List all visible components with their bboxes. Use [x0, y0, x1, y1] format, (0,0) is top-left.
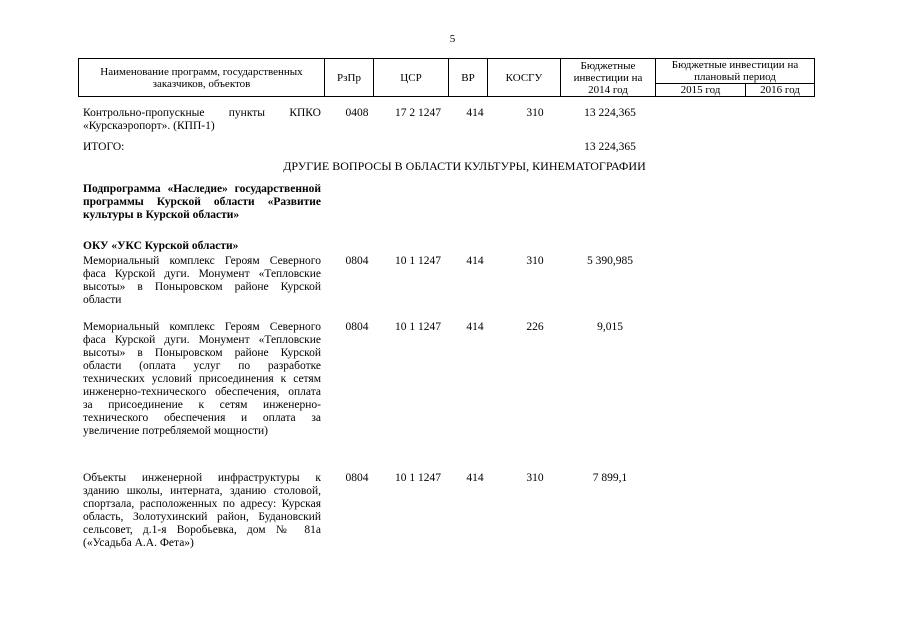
header-rzpr: РзПр — [325, 59, 374, 97]
header-year-2015: 2015 год — [656, 84, 746, 97]
row-vr: 414 — [466, 472, 484, 484]
page-number: 5 — [449, 33, 456, 45]
row-csr: 10 1 1247 — [395, 321, 441, 333]
row-name: Мемориальный комплекс Героям Северного фаса Курской дуги. Монумент «Тепловские высоты» в Поныровском районе Курской области (оплата услуг по разработке технических условий присоединения к сетям инженерно-технического обеспечения, оплата за присоединение к сетям инженерно-технического обеспечения и оплата за увеличение потребляемой мощности) — [83, 321, 321, 437]
header-budget-2014: Бюджетные инвестиции на 2014 год — [561, 59, 656, 97]
table-header — [78, 58, 815, 97]
row-vr: 414 — [466, 107, 484, 119]
subprogram-title: Подпрограмма «Наследие» государственной программы Курской области «Развитие культуры в Курской области» — [83, 183, 321, 221]
row-rzpr: 0408 — [345, 107, 369, 119]
total-label: ИТОГО: — [83, 141, 125, 153]
row-amount: 9,015 — [597, 321, 623, 333]
row-name: Контрольно-пропускные пункты КПКО «Курскаэропорт». (КПП-1) — [83, 107, 321, 132]
row-name: Мемориальный комплекс Героям Северного фаса Курской дуги. Монумент «Тепловские высоты» в Поныровском районе Курской области — [83, 255, 321, 306]
row-amount: 7 899,1 — [592, 472, 628, 484]
row-kosgu: 310 — [526, 472, 544, 484]
row-csr: 10 1 1247 — [395, 472, 441, 484]
customer-title: ОКУ «УКС Курской области» — [83, 240, 239, 252]
header-planned-period: Бюджетные инвестиции на плановый период — [656, 59, 815, 84]
row-kosgu: 310 — [526, 255, 544, 267]
total-amount: 13 224,365 — [584, 141, 636, 153]
header-vr: ВР — [449, 59, 488, 97]
row-vr: 414 — [466, 255, 484, 267]
header-csr: ЦСР — [374, 59, 449, 97]
row-kosgu: 226 — [526, 321, 544, 333]
row-rzpr: 0804 — [345, 255, 369, 267]
row-name: Объекты инженерной инфраструктуры к зданию школы, интерната, зданию столовой, спортзала, расположенных по адресу: Курская область, Золотухинский район, Будановский сельсовет, д.1-я Воробьевка, дом № 81а («Усадьба А.А. Фета») — [83, 472, 321, 549]
row-amount: 5 390,985 — [587, 255, 633, 267]
row-vr: 414 — [466, 321, 484, 333]
row-csr: 10 1 1247 — [395, 255, 441, 267]
header-name-column: Наименование программ, государственных заказчиков, объектов — [79, 59, 325, 97]
row-rzpr: 0804 — [345, 321, 369, 333]
section-title: ДРУГИЕ ВОПРОСЫ В ОБЛАСТИ КУЛЬТУРЫ, КИНЕМАТОГРАФИИ — [283, 159, 646, 173]
row-kosgu: 310 — [526, 107, 544, 119]
header-year-2016: 2016 год — [746, 84, 815, 97]
row-amount: 13 224,365 — [584, 107, 636, 119]
header-kosgu: КОСГУ — [488, 59, 561, 97]
row-csr: 17 2 1247 — [395, 107, 441, 119]
row-rzpr: 0804 — [345, 472, 369, 484]
